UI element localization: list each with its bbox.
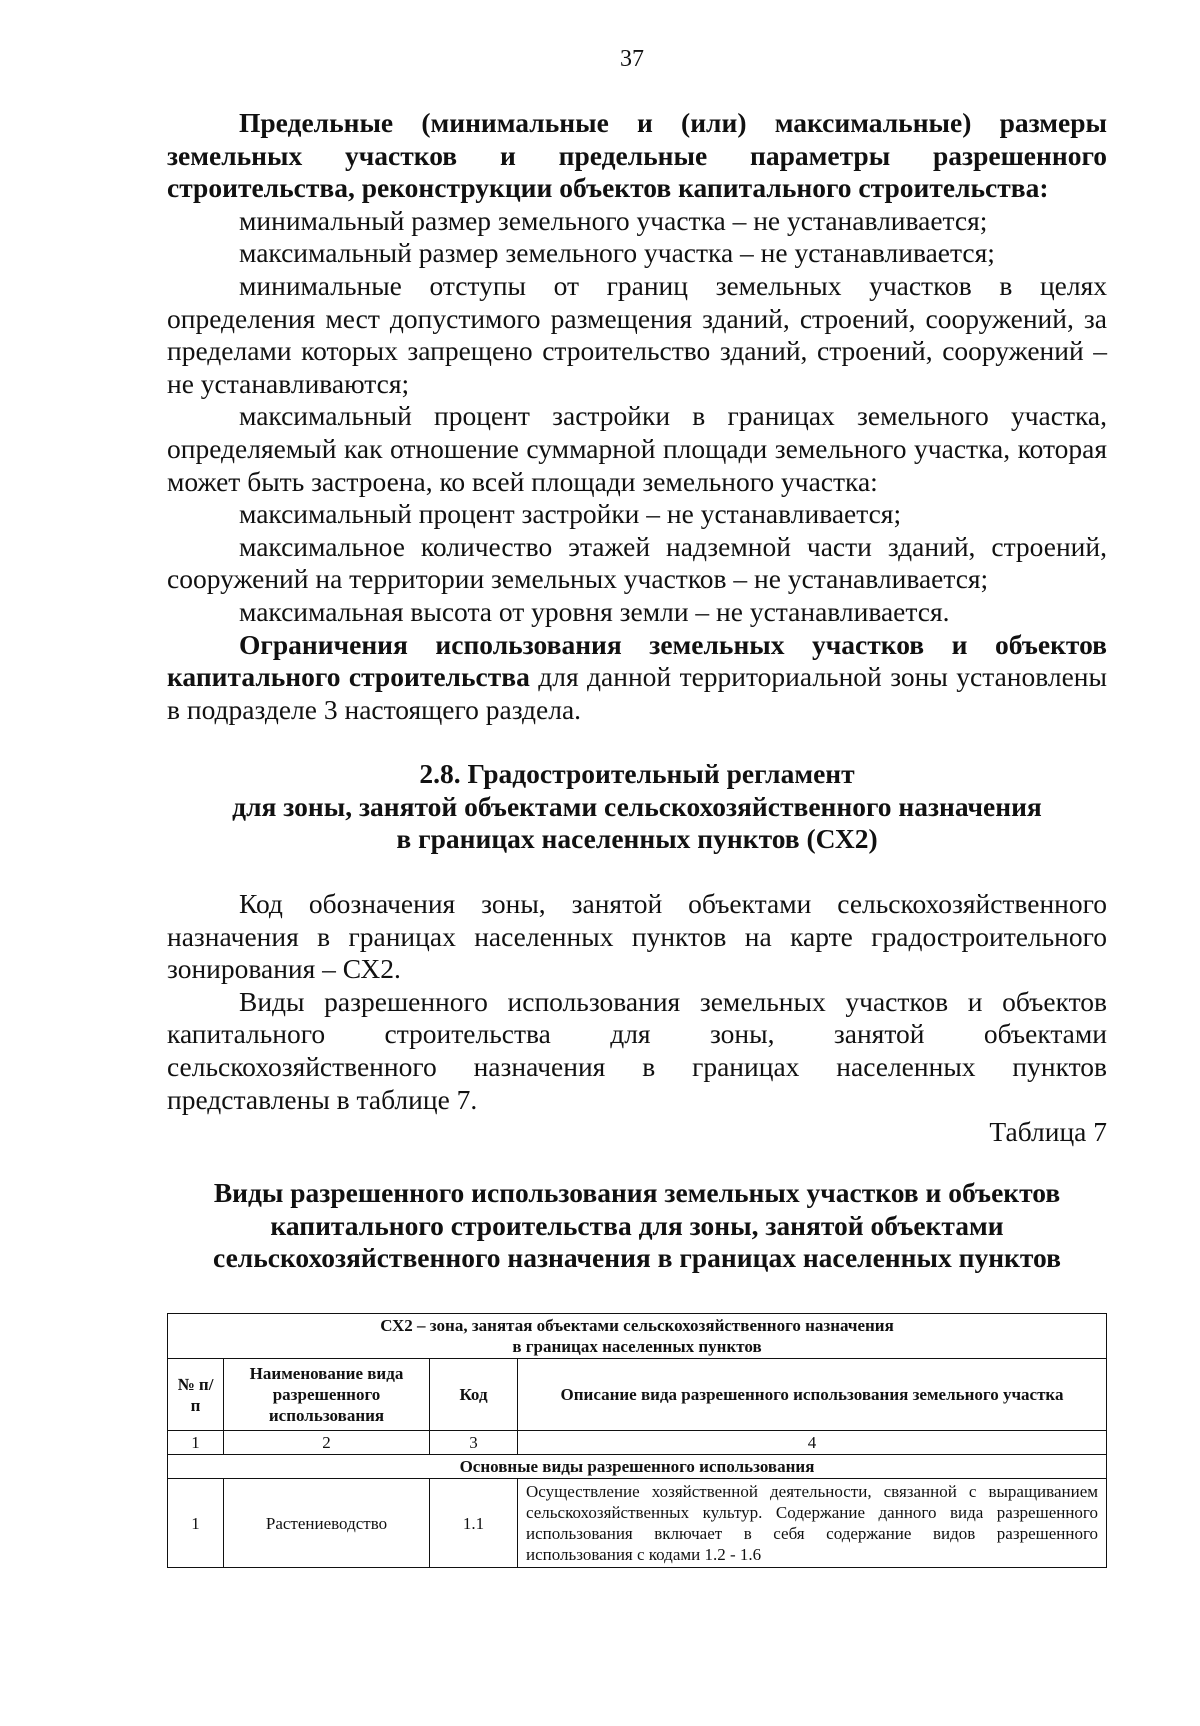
restrictions-bold: Ограничения использования земельных участков и объектов капитального строительства [167, 628, 1107, 693]
limit-item: максимальное количество этажей надземной части зданий, строений, сооружений на территории земельных участков – не устанавливается; [167, 530, 1107, 595]
zone-header-row [168, 1314, 1107, 1359]
table-row [168, 1479, 1107, 1568]
column-number: 3 [430, 1431, 518, 1455]
zone-header-cell [168, 1314, 1107, 1359]
group-header-row [168, 1455, 1107, 1479]
table-title-line: капитального строительства для зоны, занятой объектами [270, 1209, 1004, 1241]
table-title-line: Виды разрешенного использования земельных участков и объектов [213, 1177, 1061, 1208]
section-title [167, 758, 1107, 856]
row-code: 1.1 [430, 1479, 518, 1568]
section-limits [167, 107, 1107, 726]
limit-item: максимальный размер земельного участка – не устанавливается; [239, 237, 995, 269]
section-title-line: для зоны, занятой объектами сельскохозяйственного назначения [232, 790, 1042, 822]
col-name-header: Наименование вида разрешенного использования [224, 1359, 430, 1431]
limit-item: максимальный процент застройки – не устанавливается; [239, 498, 902, 530]
column-number-row [168, 1431, 1107, 1455]
col-num-header: № п/п [168, 1359, 224, 1431]
table-label: Таблица 7 [989, 1116, 1107, 1147]
limit-item: минимальные отступы от границ земельных участков в целях определения мест допустимого размещения зданий, строений, сооружений, за пределами которых запрещено строительство зданий, строений, сооружений – не устанавливаются; [167, 269, 1107, 399]
limit-item: максимальная высота от уровня земли – не устанавливается. [239, 595, 950, 627]
zone-header-line: СХ2 – зона, занятая объектами сельскохозяйственного назначения [380, 1316, 894, 1335]
restrictions-paragraph [167, 629, 1107, 727]
table-title-line: сельскохозяйственного назначения в границах населенных пунктов [213, 1242, 1061, 1274]
uses-paragraph: Виды разрешенного использования земельных участков и объектов капитального строительства для зоны, занятой объектами сельскохозяйственного назначения в границах населенных пунктов представлены в таблице 7. [167, 985, 1107, 1115]
section-title-line: в границах населенных пунктов (СХ2) [396, 823, 878, 855]
column-number: 1 [168, 1431, 224, 1455]
row-name: Растениеводство [224, 1479, 430, 1568]
table-title [167, 1177, 1107, 1275]
section-title-line: 2.8. Градостроительный регламент [419, 758, 855, 789]
column-header-row [168, 1359, 1107, 1431]
zone-code-paragraph: Код обозначения зоны, занятой объектами сельскохозяйственного назначения в границах населенных пунктов на карте градостроительного зонирования – СХ2. [167, 888, 1107, 985]
row-num: 1 [168, 1479, 224, 1568]
limit-item: максимальный процент застройки в границах земельного участка, определяемый как отношение суммарной площади земельного участка, которая может быть застроена, ко всей площади земельного участка: [167, 400, 1107, 497]
column-number: 4 [518, 1431, 1107, 1455]
col-desc-header: Описание вида разрешенного использования земельного участка [518, 1359, 1107, 1431]
zone-header-line: в границах населенных пунктов [512, 1337, 762, 1356]
section-body [167, 888, 1107, 1116]
restrictions-rest: для данной территориальной зоны установлены в подразделе 3 настоящего раздела. [167, 661, 1107, 725]
limit-item: минимальный размер земельного участка – не устанавливается; [239, 204, 988, 236]
column-number: 2 [224, 1431, 430, 1455]
permitted-uses-table [167, 1313, 1107, 1568]
col-code-header: Код [430, 1359, 518, 1431]
page-number: 37 [620, 46, 644, 72]
group-header-cell: Основные виды разрешенного использования [168, 1455, 1107, 1479]
limits-heading: Предельные (минимальные и (или) максимальные) размеры земельных участков и предельные параметры разрешенного строительства, реконструкции объектов капитального строительства: [167, 107, 1107, 204]
row-desc: Осуществление хозяйственной деятельности, связанной с выращиванием сельскохозяйственных культур. Содержание данного вида разрешенного использования включает в себя содержание видов разрешенного использования с кодами 1.2 - 1.6 [518, 1479, 1107, 1568]
